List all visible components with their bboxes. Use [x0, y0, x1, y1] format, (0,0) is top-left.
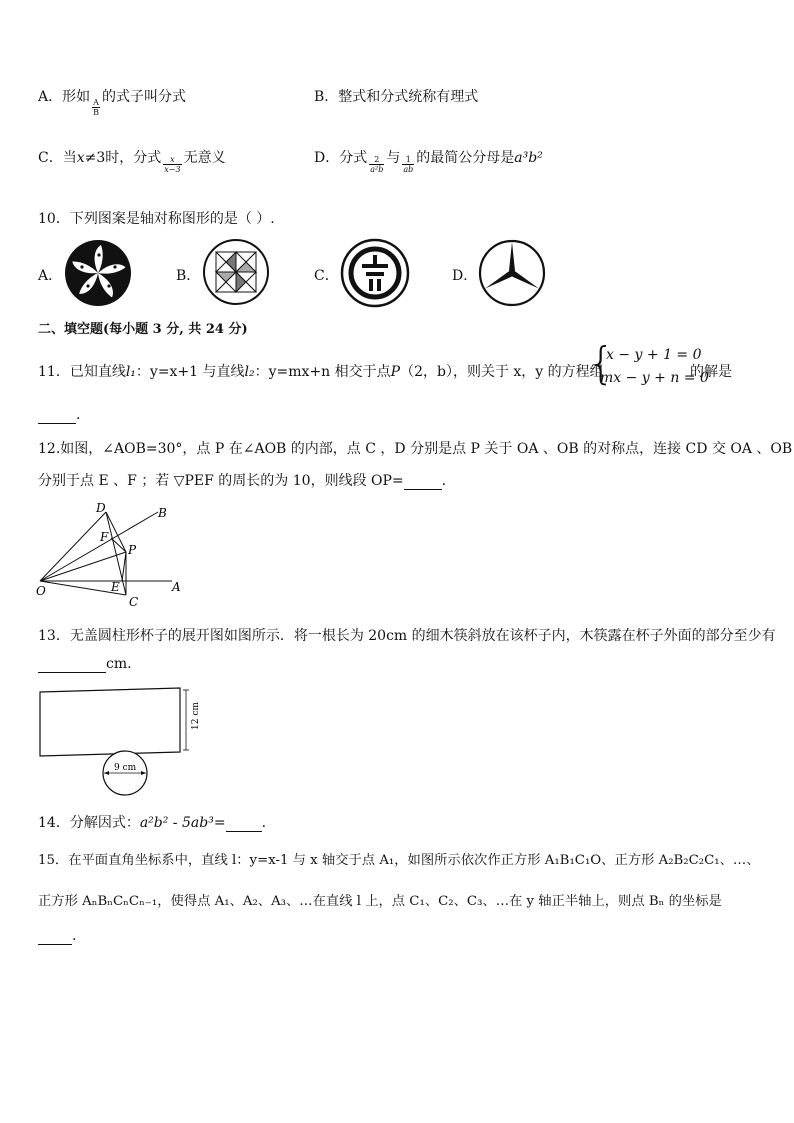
q9-d-fraction-2	[402, 155, 414, 174]
q11-l1: l₁	[125, 364, 136, 380]
q10-label-b: B．	[176, 268, 201, 284]
q13-height-label: 12 cm	[191, 702, 201, 730]
q13-answer-blank[interactable]	[38, 656, 106, 673]
q12-line-2	[38, 470, 446, 490]
q14-pre: 14．分解因式：	[38, 815, 140, 831]
q13-diameter-label: 9 cm	[114, 763, 137, 773]
q9-c-pre: C．当	[38, 150, 77, 166]
q11-answer-line	[38, 407, 80, 424]
q13-unit: cm.	[106, 656, 132, 672]
q9-d-fraction-1	[369, 155, 384, 174]
q10-label-c: C．	[314, 268, 339, 284]
q10-label-d: D．	[452, 268, 478, 284]
q15-line-1: 15．在平面直角坐标系中，直线 l：y=x-1 与 x 轴交于点 A₁，如图所示依次作正方形 A₁B₁C₁O、正方形 A₂B₂C₂C₁、…、	[38, 853, 760, 868]
q11-stem-d: （2，b），则关于 x，y 的方程组	[400, 364, 604, 380]
q15-answer-blank[interactable]	[38, 928, 72, 945]
q11-stem-e: 的解是	[690, 364, 732, 380]
q11-l2: l₂	[244, 364, 255, 380]
q13-line-1: 13．无盖圆柱形杯子的展开图如图所示．将一根长为 20cm 的细木筷斜放在该杯子内，木筷露在杯子外面的部分至少有	[38, 628, 776, 644]
q15-end: .	[72, 928, 77, 944]
q11-stem-a: 11．已知直线	[38, 364, 126, 380]
q9-d-pre: D．分式	[314, 150, 368, 166]
q9-c-post: 无意义	[183, 150, 226, 166]
q12-label-c: C	[129, 595, 139, 609]
q12-label-p: P	[128, 543, 137, 557]
q9-option-a-fraction	[92, 98, 100, 117]
q12-end: .	[441, 473, 447, 489]
three-pointed-star-icon	[477, 238, 547, 308]
q11-equation-1: x − y + 1 = 0	[606, 347, 702, 363]
q11-equation-2: mx − y + n = 0	[600, 370, 709, 386]
q9-c-cond: ≠3时，分式	[84, 150, 162, 166]
q12-label-a: A	[172, 580, 181, 594]
q15-line-2: 正方形 AₙBₙCₙCₙ₋₁，使得点 A₁、A₂、A₃、…在直线 l 上，点 C₁、C₂、C₃、…在 y 轴正半轴上，则点 Bₙ 的坐标是	[38, 894, 722, 909]
section-title: 二、填空题(每小题 3 分, 共 24 分)	[38, 322, 248, 337]
q10-stem: 10．下列图案是轴对称图形的是（ ）.	[38, 211, 275, 227]
q9-option-a	[38, 86, 186, 117]
q9-option-a-post: 的式子叫分式	[102, 89, 187, 105]
q9-d-frac1-den: a²b	[370, 165, 384, 174]
q13-cup-net-figure	[30, 682, 210, 798]
q9-d-mid: 与	[386, 150, 401, 166]
q14-line	[38, 812, 266, 832]
q11-stem-c: ：y=mx+n 相交于点	[254, 364, 391, 380]
q9-c-var: x	[76, 150, 85, 166]
ring-emblem-icon	[340, 238, 410, 308]
q9-option-c-fraction	[163, 155, 181, 174]
q9-c-frac-num: x	[163, 155, 181, 165]
q11-stem	[38, 361, 604, 381]
q10-label-a: A．	[38, 268, 63, 284]
q9-d-answer: a³b²	[514, 150, 543, 166]
q9-option-c	[38, 147, 226, 174]
q12-angle-figure	[30, 498, 190, 610]
q12-label-e: E	[111, 580, 120, 594]
q12-label-b: B	[158, 506, 167, 520]
q12-line-1: 12.如图，∠AOB=30°，点 P 在∠AOB 的内部，点 C ，D 分别是点 P 关于 OA 、OB 的对称点，连接 CD 交 OA 、OB	[38, 441, 793, 457]
q15-answer-line	[38, 928, 76, 945]
q12-answer-blank[interactable]	[404, 473, 442, 490]
q9-option-b: B．整式和分式统称有理式	[314, 89, 479, 105]
q12-label-o: O	[36, 584, 46, 598]
pinwheel-emblem-icon	[202, 238, 270, 306]
q14-answer-blank[interactable]	[226, 815, 262, 832]
q11-answer-blank[interactable]	[38, 407, 76, 424]
q12-label-d: D	[96, 501, 106, 515]
q14-end: .	[261, 815, 267, 831]
q11-end: .	[76, 407, 81, 423]
q9-option-d	[314, 147, 543, 174]
q9-c-frac-den: x−3	[164, 165, 181, 174]
bauhinia-emblem-icon	[63, 238, 133, 308]
q12-label-f: F	[100, 530, 109, 544]
q9-option-a-pre: A．形如	[38, 89, 91, 105]
q9-d-post: 的最简公分母是	[416, 150, 515, 166]
q11-system-brace: {	[587, 338, 615, 389]
q9-d-frac2-num: 1	[402, 155, 414, 165]
q9-a-frac-den: B	[93, 108, 100, 117]
q9-d-frac1-num: 2	[369, 155, 384, 165]
q9-a-frac-num: A	[93, 98, 99, 107]
q12-line-2-text: 分别于点 E 、F ；若 ▽PEF 的周长的为 10，则线段 OP=	[38, 473, 404, 489]
q14-expression: a²b² - 5ab³=	[139, 815, 226, 831]
q11-point-p: P	[390, 364, 401, 380]
q9-d-frac2-den: ab	[403, 165, 414, 174]
q13-answer-line	[38, 656, 132, 673]
q11-stem-b: ：y=x+1 与直线	[135, 364, 245, 380]
